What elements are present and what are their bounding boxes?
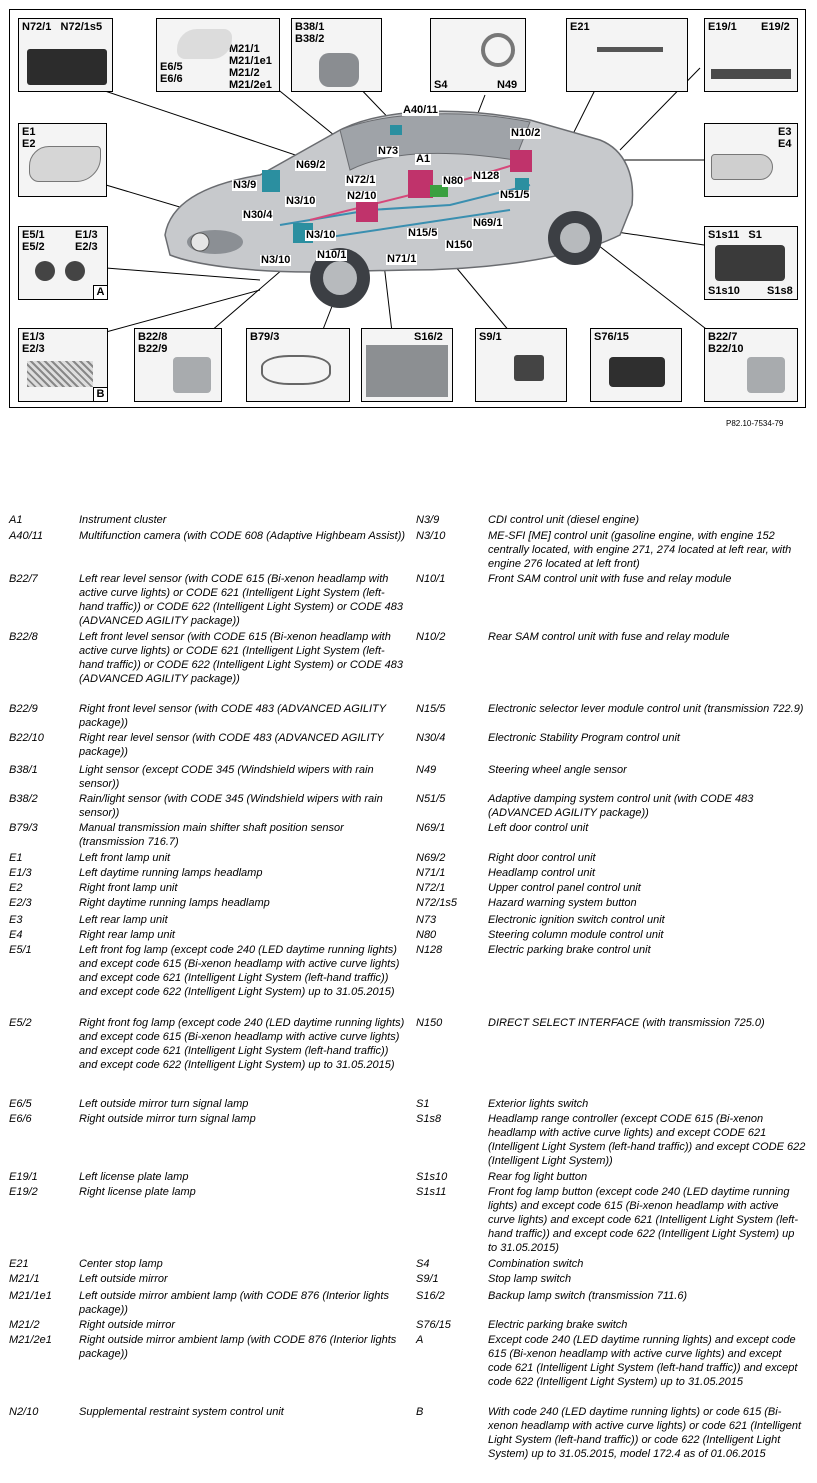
legend-code: E3: [9, 914, 23, 926]
callout-label: A1: [416, 153, 431, 165]
legend-code: S76/15: [416, 1319, 451, 1331]
legend-desc: Stop lamp switch: [488, 1273, 572, 1285]
box-b22-7: [704, 328, 798, 402]
legend-desc: Left front lamp unit: [79, 852, 171, 864]
legend-desc: Right front level sensor (with CODE 483 (ADVANCED AGILITY package)): [79, 703, 386, 729]
legend-code: E19/2: [9, 1186, 38, 1198]
legend-desc: Supplemental restraint system control unit: [79, 1406, 284, 1418]
legend-desc: Headlamp range controller (except CODE 615 (Bi-xenon headlamp with active curve lights) and except CODE 621 (Intelligent Light System (left-hand traffic)) and except CODE 622 (Intelligent Light System)): [488, 1113, 806, 1167]
callout-label: A40/11: [403, 104, 438, 116]
mirror-icon: [177, 29, 232, 59]
legend-desc: Right front fog lamp (except code 240 (LED daytime running lights) and except code 615 (Bi-xenon headlamp with active curve lights) and except code 621 (Intelligent Light System (left-hand traffic)) and except code 622 (Intelligent Light System) up to 31.05.2015): [79, 1017, 405, 1071]
backup-switch-icon: [366, 345, 448, 397]
box-label: S1s10: [708, 285, 740, 297]
legend-code: N150: [416, 1017, 443, 1029]
legend-code: B38/2: [9, 793, 38, 805]
box-label: B22/8 B22/9: [138, 331, 168, 355]
legend-desc: Left rear lamp unit: [79, 914, 168, 926]
box-label: E1/3 E2/3: [22, 331, 45, 355]
legend-desc: Electric parking brake control unit: [488, 944, 651, 956]
legend-desc: Left daytime running lamps headlamp: [79, 867, 263, 879]
callout-label: N69/2: [296, 159, 326, 171]
box-label: S1s8: [767, 285, 793, 297]
legend-desc: Left outside mirror: [79, 1273, 168, 1285]
legend-desc: Left rear level sensor (with CODE 615 (Bi-xenon headlamp with active curve lights) or CODE 621 (Intelligent Light System (left-hand traffic)) or CODE 622 (Intelligent Light System) or CODE 483 (ADVANCED AGILITY package)): [79, 573, 404, 627]
legend-code: E1/3: [9, 867, 32, 879]
legend-desc: Right rear level sensor (with CODE 483 (ADVANCED AGILITY package)): [79, 732, 384, 758]
box-s16: [361, 328, 453, 402]
tail-lamp-icon: [711, 154, 773, 180]
legend-desc: Headlamp control unit: [488, 867, 596, 879]
legend-code: E2: [9, 882, 23, 894]
legend-desc: Electronic ignition switch control unit: [488, 914, 665, 926]
legend-code: N3/10: [416, 530, 446, 542]
legend-code: E5/1: [9, 944, 32, 956]
legend-desc: Front SAM control unit with fuse and relay module: [488, 573, 732, 585]
legend-code: E21: [9, 1258, 29, 1270]
legend-code: S1: [416, 1098, 430, 1110]
legend-desc: Electronic Stability Program control unit: [488, 732, 680, 744]
control-panel-icon: [27, 49, 107, 85]
callout-label: N10/2: [511, 127, 541, 139]
box-e13b: [18, 328, 108, 402]
variant-tag: A: [93, 285, 107, 299]
legend-code: B: [416, 1406, 424, 1418]
legend-code: N15/5: [416, 703, 446, 715]
legend-desc: Right license plate lamp: [79, 1186, 196, 1198]
box-label: E1 E2: [22, 126, 36, 150]
legend-code: N80: [416, 929, 437, 941]
box-label: B38/1 B38/2: [295, 21, 325, 45]
legend-code: B79/3: [9, 822, 38, 834]
callout-label: N72/1: [346, 174, 376, 186]
legend-desc: Right outside mirror: [79, 1319, 175, 1331]
box-label: S1s11 S1: [708, 229, 762, 241]
legend-desc: Upper control panel control unit: [488, 882, 641, 894]
legend-desc: Rear SAM control unit with fuse and relay module: [488, 631, 730, 643]
legend-desc: Hazard warning system button: [488, 897, 637, 909]
legend-code: S9/1: [416, 1273, 439, 1285]
box-label: E19/1: [708, 21, 737, 33]
box-s4: [430, 18, 526, 92]
callout-label: N30/4: [243, 209, 273, 221]
legend-desc: Right rear lamp unit: [79, 929, 175, 941]
callout-label: N3/10: [261, 254, 291, 266]
callout-label: N10/1: [317, 249, 347, 261]
legend-code: N10/1: [416, 573, 446, 585]
figure-id: P82.10-7534-79: [726, 419, 784, 428]
box-label: S16/2: [414, 331, 443, 343]
legend-desc: Light sensor (except CODE 345 (Windshield wipers with rain sensor)): [79, 764, 374, 790]
legend-desc: Left outside mirror turn signal lamp: [79, 1098, 249, 1110]
box-label: M21/1 M21/1e1 M21/2 M21/2e1: [229, 43, 272, 91]
legend-desc: Right daytime running lamps headlamp: [79, 897, 270, 909]
callout-label: N3/10: [286, 195, 316, 207]
legend-desc: Electric parking brake switch: [488, 1319, 628, 1331]
legend-code: E2/3: [9, 897, 32, 909]
legend-code: A: [416, 1334, 424, 1346]
position-sensor-icon: [261, 355, 331, 385]
legend-code: N69/1: [416, 822, 446, 834]
legend-desc: Instrument cluster: [79, 514, 167, 526]
legend-code: M21/2: [9, 1319, 40, 1331]
legend-code: E6/5: [9, 1098, 32, 1110]
box-label: E5/1 E5/2: [22, 229, 45, 253]
callout-label: N51/5: [500, 189, 530, 201]
level-sensor-icon: [173, 357, 211, 393]
legend-code: M21/1e1: [9, 1290, 52, 1302]
fog-lamp-icon: [35, 261, 55, 281]
box-label: S9/1: [479, 331, 502, 343]
box-s1: [704, 226, 798, 300]
box-label: E21: [570, 21, 590, 33]
legend-desc: Rain/light sensor (with CODE 345 (Windshield wipers with rain sensor)): [79, 793, 383, 819]
legend-desc: CDI control unit (diesel engine): [488, 514, 640, 526]
legend-code: S4: [416, 1258, 430, 1270]
legend-desc: Exterior lights switch: [488, 1098, 589, 1110]
box-label: E6/5 E6/6: [160, 61, 183, 85]
legend-code: E19/1: [9, 1171, 38, 1183]
callout-label: N2/10: [347, 190, 377, 202]
legend-desc: Backup lamp switch (transmission 711.6): [488, 1290, 688, 1302]
box-n72: [18, 18, 113, 92]
legend-desc: Front fog lamp button (except code 240 (LED daytime running lights) and except code 615 (Bi-xenon headlamp with active curve lights) and except code 621 (Intelligent Light System (left-hand traffic)) and except code 622 (Intelligent Light System) up to 31.05.2015): [488, 1186, 798, 1254]
legend-desc: DIRECT SELECT INTERFACE (with transmission 725.0): [488, 1017, 765, 1029]
legend-desc: Multifunction camera (with CODE 608 (Adaptive Highbeam Assist)): [79, 530, 406, 542]
legend-code: N2/10: [9, 1406, 39, 1418]
legend-code: M21/1: [9, 1273, 40, 1285]
legend-code: B22/9: [9, 703, 38, 715]
legend-code: E5/2: [9, 1017, 32, 1029]
legend-code: S16/2: [416, 1290, 445, 1302]
legend-desc: Electronic selector lever module control unit (transmission 722.9): [488, 703, 804, 715]
fog-lamp-icon: [65, 261, 85, 281]
legend-code: M21/2e1: [9, 1334, 52, 1346]
legend-desc: Except code 240 (LED daytime running lights) and except code 615 (Bi-xenon headlamp with active curve lights) and except code 621 (Intelligent Light System (left-hand traffic)) and except code 622 (Intelligent Light System) up to 31.05.2015: [488, 1334, 798, 1388]
legend-code: N30/4: [416, 732, 446, 744]
legend-desc: Left door control unit: [488, 822, 589, 834]
box-e3: [704, 123, 798, 197]
legend-desc: Right door control unit: [488, 852, 596, 864]
level-sensor-icon: [747, 357, 785, 393]
box-label: B22/7 B22/10: [708, 331, 744, 355]
legend-desc: Left front fog lamp (except code 240 (LED daytime running lights) and except code 615 (Bi-xenon headlamp with active curve lights) and except code 621 (Intelligent Light System (left-hand traffic)) and except code 622 (Intelligent Light System) up to 31.05.2015): [79, 944, 400, 998]
legend-desc: Steering wheel angle sensor: [488, 764, 627, 776]
legend-code: B22/7: [9, 573, 38, 585]
legend-desc: With code 240 (LED daytime running lights) or code 615 (Bi-xenon headlamp with active curve lights) or code 621 (Intelligent Light System (left-hand traffic)) or code 622 (Intelligent Light System) up to 31.05.2015, model 172.4 as of 01.06.2015: [488, 1406, 802, 1460]
legend-code: N10/2: [416, 631, 446, 643]
legend-desc: ME-SFI [ME] control unit (gasoline engine, with engine 152 centrally located, with engine 271, 274 located at left rear, with engine 276 located at left front): [488, 530, 792, 570]
legend-desc: Right front lamp unit: [79, 882, 178, 894]
legend-code: E1: [9, 852, 23, 864]
legend-code: B38/1: [9, 764, 38, 776]
box-label: S76/15: [594, 331, 629, 343]
box-label: S4: [434, 79, 448, 91]
sensor-icon: [319, 53, 359, 87]
legend-desc: Steering column module control unit: [488, 929, 664, 941]
legend-desc: Rear fog light button: [488, 1171, 588, 1183]
box-e5: [18, 226, 108, 300]
box-label: E3 E4: [778, 126, 792, 150]
callout-label: N73: [378, 145, 399, 157]
box-s9: [475, 328, 567, 402]
license-lamp-icon: [711, 69, 791, 79]
legend-code: N69/2: [416, 852, 446, 864]
stop-lamp-switch-icon: [514, 355, 544, 381]
callout-label: N3/10: [306, 229, 336, 241]
legend-code: S1s10: [416, 1171, 448, 1183]
callout-label: N80: [443, 175, 464, 187]
legend-code: N73: [416, 914, 437, 926]
box-e1: [18, 123, 107, 197]
box-s76: [590, 328, 682, 402]
legend-code: S1s11: [416, 1186, 447, 1198]
legend-code: N51/5: [416, 793, 446, 805]
legend-code: B22/8: [9, 631, 38, 643]
box-label: E19/2: [761, 21, 790, 33]
box-e19: [704, 18, 798, 92]
box-label: E1/3 E2/3: [75, 229, 98, 253]
headlamp-icon: [29, 146, 101, 182]
legend-code: B22/10: [9, 732, 44, 744]
legend-desc: Adaptive damping system control unit (with CODE 483 (ADVANCED AGILITY package)): [488, 793, 754, 819]
stop-lamp-icon: [597, 47, 663, 52]
callout-label: N71/1: [387, 253, 417, 265]
callout-label: N150: [446, 239, 473, 251]
box-label: B79/3: [250, 331, 280, 343]
variant-tag: B: [93, 387, 107, 401]
box-e21: [566, 18, 688, 92]
legend-desc: Left outside mirror ambient lamp (with CODE 876 (Interior lights package)): [79, 1290, 389, 1316]
box-label: N72/1 N72/1s5: [22, 21, 103, 33]
legend-code: N128: [416, 944, 443, 956]
legend-code: N3/9: [416, 514, 440, 526]
legend-code: N49: [416, 764, 437, 776]
parking-brake-switch-icon: [609, 357, 665, 387]
box-b79: [246, 328, 350, 402]
box-m21: [156, 18, 280, 92]
legend-desc: Left front level sensor (with CODE 615 (Bi-xenon headlamp with active curve lights) or CODE 621 (Intelligent Light System (left-hand traffic)) or CODE 622 (Intelligent Light System) or CODE 483 (ADVANCED AGILITY package)): [79, 631, 404, 685]
callout-label: N15/5: [408, 227, 438, 239]
combination-switch-icon: [481, 33, 515, 67]
callout-label: N128: [473, 170, 500, 182]
box-b22-8: [134, 328, 222, 402]
drl-lamp-icon: [27, 361, 93, 387]
box-label: N49: [497, 79, 518, 91]
legend-code: E6/6: [9, 1113, 32, 1125]
box-b38: [291, 18, 382, 92]
legend-code: E4: [9, 929, 23, 941]
callout-label: N69/1: [473, 217, 503, 229]
component-location-diagram: [9, 9, 806, 408]
light-switch-icon: [715, 245, 785, 281]
legend-code: A40/11: [9, 530, 44, 542]
legend-code: N72/1: [416, 882, 446, 894]
legend-desc: Right outside mirror ambient lamp (with CODE 876 (Interior lights package)): [79, 1334, 397, 1360]
legend-code: A1: [9, 514, 23, 526]
legend-desc: Left license plate lamp: [79, 1171, 189, 1183]
legend-desc: Right outside mirror turn signal lamp: [79, 1113, 256, 1125]
legend-code: S1s8: [416, 1113, 442, 1125]
callout-label: N3/9: [233, 179, 257, 191]
legend-code: N72/1s5: [416, 897, 457, 909]
legend-desc: Center stop lamp: [79, 1258, 163, 1270]
legend-code: N71/1: [416, 867, 446, 879]
legend-desc: Manual transmission main shifter shaft position sensor (transmission 716.7): [79, 822, 344, 848]
legend-desc: Combination switch: [488, 1258, 584, 1270]
